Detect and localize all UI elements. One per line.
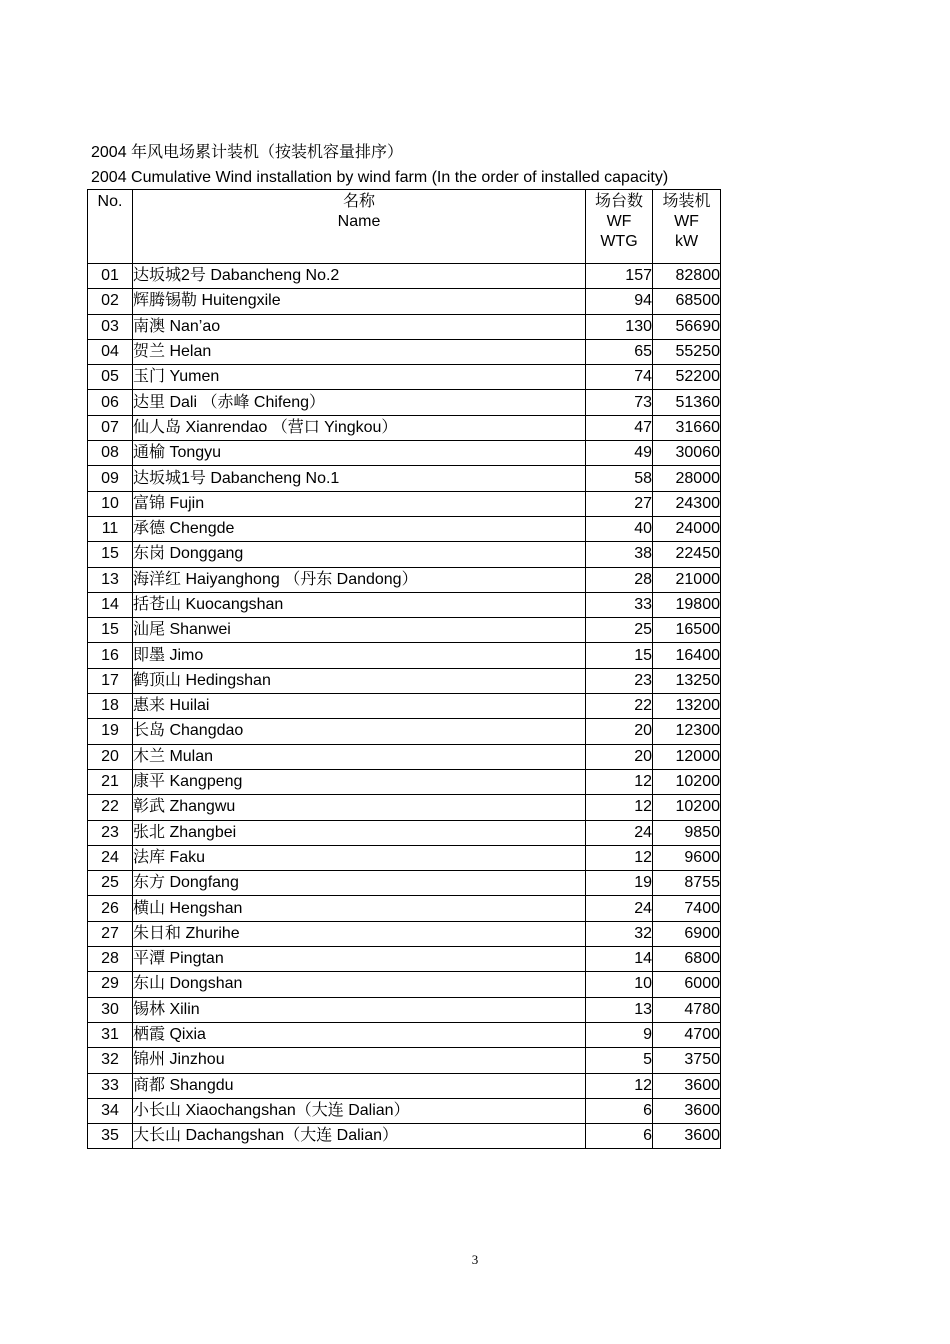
cell-name: 汕尾 Shanwei [133, 618, 586, 643]
cell-wtg: 38 [586, 542, 653, 567]
header-kw-unit: kW [674, 233, 699, 250]
cell-kw: 16400 [653, 643, 721, 668]
cell-wtg: 94 [586, 289, 653, 314]
cell-name: 平潭 Pingtan [133, 947, 586, 972]
cell-wtg: 40 [586, 516, 653, 541]
cell-no: 29 [88, 972, 133, 997]
header-wtg-cn: 场台数 [594, 193, 643, 210]
header-no [88, 190, 133, 264]
cell-kw: 4780 [653, 997, 721, 1022]
cell-name: 承德 Chengde [133, 516, 586, 541]
cell-kw: 9600 [653, 845, 721, 870]
cell-no: 26 [88, 896, 133, 921]
cell-wtg: 130 [586, 314, 653, 339]
cell-kw: 10200 [653, 769, 721, 794]
header-name-en: Name [337, 213, 381, 230]
table-row [88, 516, 721, 541]
cell-kw: 55250 [653, 339, 721, 364]
cell-kw: 22450 [653, 542, 721, 567]
cell-kw: 24300 [653, 491, 721, 516]
cell-name: 达坂城1号 Dabancheng No.1 [133, 466, 586, 491]
cell-name: 达里 Dali （赤峰 Chifeng） [133, 390, 586, 415]
cell-no: 25 [88, 871, 133, 896]
cell-wtg: 25 [586, 618, 653, 643]
cell-kw: 52200 [653, 365, 721, 390]
cell-kw: 28000 [653, 466, 721, 491]
cell-kw: 6900 [653, 921, 721, 946]
cell-no: 11 [88, 516, 133, 541]
cell-name: 东方 Dongfang [133, 871, 586, 896]
cell-kw: 51360 [653, 390, 721, 415]
header-name-cn: 名称 [342, 193, 375, 210]
table-row [88, 744, 721, 769]
cell-wtg: 49 [586, 441, 653, 466]
cell-wtg: 24 [586, 896, 653, 921]
table-row [88, 972, 721, 997]
cell-kw: 82800 [653, 264, 721, 289]
header-no-label: No. [97, 193, 123, 210]
cell-name: 鹤顶山 Hedingshan [133, 668, 586, 693]
table-row [88, 795, 721, 820]
table-row [88, 264, 721, 289]
cell-no: 22 [88, 795, 133, 820]
cell-kw: 13200 [653, 694, 721, 719]
cell-kw: 30060 [653, 441, 721, 466]
header-kw-cn: 场装机 [662, 193, 711, 210]
cell-no: 30 [88, 997, 133, 1022]
cell-name: 辉腾锡勒 Huitengxile [133, 289, 586, 314]
cell-wtg: 27 [586, 491, 653, 516]
cell-no: 10 [88, 491, 133, 516]
cell-kw: 4700 [653, 1022, 721, 1047]
cell-wtg: 32 [586, 921, 653, 946]
table-row [88, 1098, 721, 1123]
cell-no: 24 [88, 845, 133, 870]
cell-name: 张北 Zhangbei [133, 820, 586, 845]
cell-name: 东岗 Donggang [133, 542, 586, 567]
cell-kw: 21000 [653, 567, 721, 592]
table-row [88, 921, 721, 946]
cell-no: 16 [88, 643, 133, 668]
cell-no: 27 [88, 921, 133, 946]
cell-kw: 16500 [653, 618, 721, 643]
cell-kw: 9850 [653, 820, 721, 845]
cell-name: 南澳 Nan’ao [133, 314, 586, 339]
cell-name: 惠来 Huilai [133, 694, 586, 719]
header-wtg [586, 190, 653, 264]
cell-wtg: 6 [586, 1098, 653, 1123]
table-row [88, 618, 721, 643]
cell-wtg: 65 [586, 339, 653, 364]
cell-wtg: 28 [586, 567, 653, 592]
cell-no: 02 [88, 289, 133, 314]
table-row [88, 365, 721, 390]
cell-kw: 56690 [653, 314, 721, 339]
cell-no: 21 [88, 769, 133, 794]
table-row [88, 314, 721, 339]
table-row [88, 845, 721, 870]
cell-wtg: 24 [586, 820, 653, 845]
cell-wtg: 20 [586, 744, 653, 769]
header-name [133, 190, 586, 264]
table-row [88, 390, 721, 415]
cell-name: 长岛 Changdao [133, 719, 586, 744]
cell-wtg: 20 [586, 719, 653, 744]
cell-no: 34 [88, 1098, 133, 1123]
table-row [88, 592, 721, 617]
cell-name: 达坂城2号 Dabancheng No.2 [133, 264, 586, 289]
table-row [88, 769, 721, 794]
cell-no: 35 [88, 1124, 133, 1149]
table-row [88, 441, 721, 466]
cell-wtg: 58 [586, 466, 653, 491]
table-row [88, 896, 721, 921]
table-row [88, 415, 721, 440]
table-row [88, 1073, 721, 1098]
cell-wtg: 15 [586, 643, 653, 668]
cell-name: 玉门 Yumen [133, 365, 586, 390]
header-wtg-unit: WTG [600, 233, 638, 250]
cell-wtg: 23 [586, 668, 653, 693]
cell-kw: 6800 [653, 947, 721, 972]
cell-name: 大长山 Dachangshan（大连 Dalian） [133, 1124, 586, 1149]
cell-no: 13 [88, 567, 133, 592]
cell-no: 20 [88, 744, 133, 769]
cell-wtg: 13 [586, 997, 653, 1022]
cell-kw: 6000 [653, 972, 721, 997]
cell-no: 17 [88, 668, 133, 693]
cell-wtg: 19 [586, 871, 653, 896]
cell-kw: 68500 [653, 289, 721, 314]
table-row [88, 871, 721, 896]
cell-wtg: 12 [586, 845, 653, 870]
cell-kw: 24000 [653, 516, 721, 541]
cell-name: 贺兰 Helan [133, 339, 586, 364]
cell-no: 15 [88, 542, 133, 567]
page-number: 3 [471, 1252, 479, 1267]
table-row [88, 1022, 721, 1047]
table-row [88, 643, 721, 668]
table-row [88, 567, 721, 592]
cell-name: 括苍山 Kuocangshan [133, 592, 586, 617]
cell-name: 海洋红 Haiyanghong （丹东 Dandong） [133, 567, 586, 592]
cell-kw: 12300 [653, 719, 721, 744]
table-row [88, 289, 721, 314]
cell-no: 32 [88, 1048, 133, 1073]
cell-no: 08 [88, 441, 133, 466]
table-row [88, 694, 721, 719]
cell-no: 15 [88, 618, 133, 643]
cell-no: 07 [88, 415, 133, 440]
cell-kw: 3600 [653, 1124, 721, 1149]
cell-name: 横山 Hengshan [133, 896, 586, 921]
table-row [88, 668, 721, 693]
cell-no: 18 [88, 694, 133, 719]
cell-name: 商都 Shangdu [133, 1073, 586, 1098]
table-header-row [88, 190, 721, 264]
cell-name: 彰武 Zhangwu [133, 795, 586, 820]
table-row [88, 947, 721, 972]
cell-kw: 3600 [653, 1073, 721, 1098]
cell-name: 即墨 Jimo [133, 643, 586, 668]
cell-wtg: 12 [586, 769, 653, 794]
cell-no: 23 [88, 820, 133, 845]
cell-name: 木兰 Mulan [133, 744, 586, 769]
cell-wtg: 14 [586, 947, 653, 972]
table-row [88, 542, 721, 567]
cell-no: 14 [88, 592, 133, 617]
cell-wtg: 33 [586, 592, 653, 617]
cell-name: 锦州 Jinzhou [133, 1048, 586, 1073]
cell-kw: 10200 [653, 795, 721, 820]
cell-name: 通榆 Tongyu [133, 441, 586, 466]
cell-kw: 12000 [653, 744, 721, 769]
cell-wtg: 5 [586, 1048, 653, 1073]
table-row [88, 466, 721, 491]
cell-name: 法库 Faku [133, 845, 586, 870]
cell-wtg: 9 [586, 1022, 653, 1047]
cell-kw: 8755 [653, 871, 721, 896]
cell-wtg: 47 [586, 415, 653, 440]
table-row [88, 1048, 721, 1073]
table-body [88, 264, 721, 1149]
cell-no: 05 [88, 365, 133, 390]
cell-name: 富锦 Fujin [133, 491, 586, 516]
cell-name: 康平 Kangpeng [133, 769, 586, 794]
cell-kw: 7400 [653, 896, 721, 921]
cell-kw: 3600 [653, 1098, 721, 1123]
table-row [88, 491, 721, 516]
cell-no: 04 [88, 339, 133, 364]
cell-no: 19 [88, 719, 133, 744]
table-row [88, 820, 721, 845]
cell-kw: 31660 [653, 415, 721, 440]
cell-wtg: 12 [586, 1073, 653, 1098]
cell-wtg: 12 [586, 795, 653, 820]
cell-wtg: 22 [586, 694, 653, 719]
cell-name: 小长山 Xiaochangshan（大连 Dalian） [133, 1098, 586, 1123]
table-row [88, 997, 721, 1022]
cell-name: 锡林 Xilin [133, 997, 586, 1022]
table-row [88, 719, 721, 744]
title-chinese: 2004 年风电场累计装机（按装机容量排序） [91, 144, 404, 161]
title-english: 2004 Cumulative Wind installation by wind farm (In the order of installed capacity) [91, 169, 669, 186]
cell-wtg: 10 [586, 972, 653, 997]
cell-no: 28 [88, 947, 133, 972]
header-wtg-wf: WF [606, 213, 632, 230]
cell-wtg: 74 [586, 365, 653, 390]
cell-no: 01 [88, 264, 133, 289]
header-kw [653, 190, 721, 264]
cell-no: 06 [88, 390, 133, 415]
cell-wtg: 73 [586, 390, 653, 415]
table-row [88, 1124, 721, 1149]
cell-name: 仙人岛 Xianrendao （营口 Yingkou） [133, 415, 586, 440]
cell-name: 东山 Dongshan [133, 972, 586, 997]
header-kw-wf: WF [674, 213, 699, 230]
cell-name: 栖霞 Qixia [133, 1022, 586, 1047]
cell-wtg: 6 [586, 1124, 653, 1149]
cell-no: 03 [88, 314, 133, 339]
wind-farm-table [87, 189, 721, 1149]
cell-kw: 19800 [653, 592, 721, 617]
table-row [88, 339, 721, 364]
cell-no: 33 [88, 1073, 133, 1098]
cell-no: 31 [88, 1022, 133, 1047]
cell-kw: 3750 [653, 1048, 721, 1073]
cell-name: 朱日和 Zhurihe [133, 921, 586, 946]
cell-wtg: 157 [586, 264, 653, 289]
cell-kw: 13250 [653, 668, 721, 693]
cell-no: 09 [88, 466, 133, 491]
